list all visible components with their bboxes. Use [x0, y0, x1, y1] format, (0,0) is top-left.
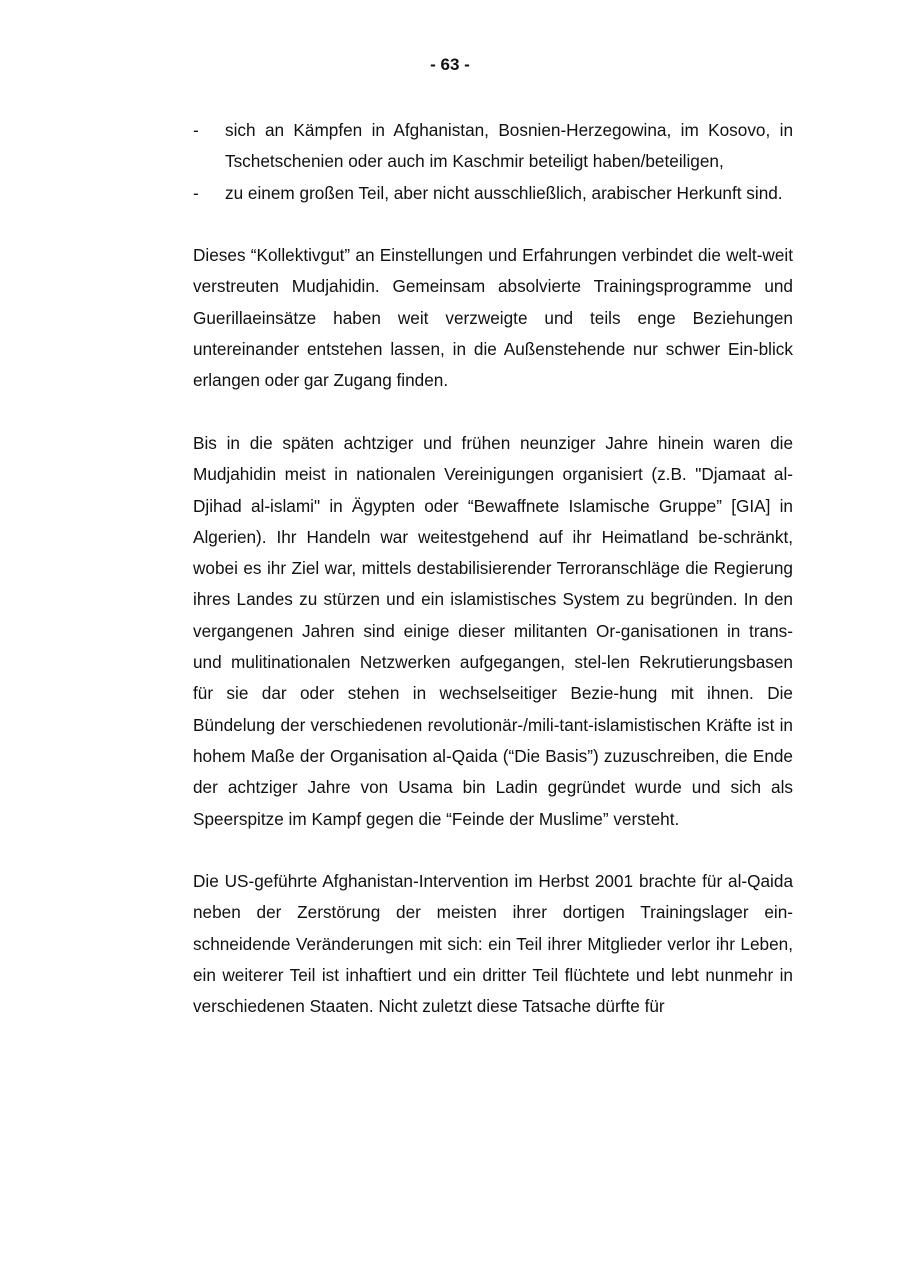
list-item-text: zu einem großen Teil, aber nicht ausschließlich, arabischer Herkunft sind.	[225, 182, 783, 203]
list-dash: -	[193, 120, 199, 140]
bullet-list	[193, 115, 793, 209]
list-dash: -	[193, 182, 199, 203]
paragraph: Bis in die späten achtziger und frühen neunziger Jahre hinein waren die Mudjahidin meist in nationalen Vereinigungen organisiert (z.B. "Djamaat al-Djihad al-islami" in Ägypten oder “Bewaffnete Islamische Gruppe” [GIA] in Algerien). Ihr Handeln war weitestgehend auf ihr Heimatland be-schränkt, wobei es ihr Ziel war, mittels destabilisierender Terroranschläge die Regierung ihres Landes zu stürzen und ein islamistisches System zu begründen. In den vergangenen Jahren sind einige dieser militanten Or-ganisationen in trans- und mulitinationalen Netzwerken aufgegangen, stel-len Rekrutierungsbasen für sie dar oder stehen in wechselseitiger Bezie-hung mit ihnen. Die Bündelung der verschiedenen revolutionär-/mili-tant-islamistischen Kräfte ist in hohem Maße der Organisation al-Qaida (“Die Basis”) zuzuschreiben, die Ende der achtziger Jahre von Usama bin Ladin gegründet wurde und sich als Speerspitze im Kampf gegen die “Feinde der Muslime” versteht.	[193, 432, 793, 829]
paragraph: Dieses “Kollektivgut” an Einstellungen und Erfahrungen verbindet die welt-weit verstreuten Mudjahidin. Gemeinsam absolvierte Trainingsprogramme und Guerillaeinsätze haben weit verzweigte und teils enge Beziehungen untereinander entstehen lassen, in die Außenstehende nur schwer Ein-blick erlangen oder gar Zugang finden.	[193, 245, 793, 391]
list-item	[193, 115, 793, 178]
paragraph: Die US-geführte Afghanistan-Intervention im Herbst 2001 brachte für al-Qaida neben der Zerstörung der meisten ihrer dortigen Trainingslager ein-schneidende Veränderungen mit sich: ein Teil ihrer Mitglieder verlor ihr Leben, ein weiterer Teil ist inhaftiert und ein dritter Teil flüchtete und lebt nunmehr in verschiedenen Staaten. Nicht zuletzt diese Tatsache dürfte für	[193, 871, 793, 1017]
list-item	[193, 178, 793, 209]
list-item-text: sich an Kämpfen in Afghanistan, Bosnien-Herzegowina, im Kosovo, in Tschetschenien oder auch im Kaschmir beteiligt haben/beteiligen,	[225, 120, 793, 172]
page-number: - 63 -	[430, 55, 470, 74]
document-body	[193, 115, 793, 1023]
